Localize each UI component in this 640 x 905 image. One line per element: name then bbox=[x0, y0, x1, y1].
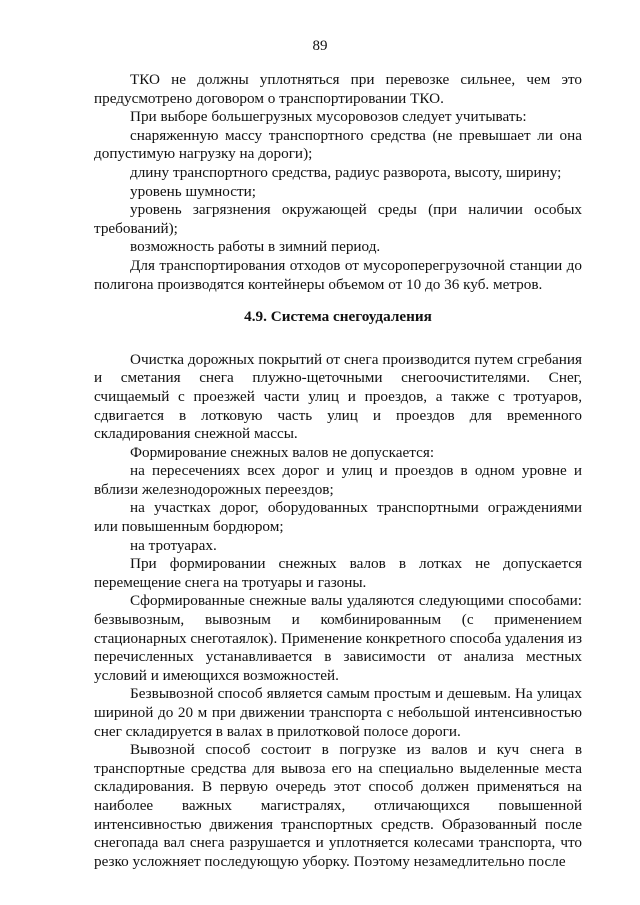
page-number: 89 bbox=[312, 38, 328, 54]
paragraph: Для транспортирования отходов от мусороперегрузочной станции до полигона производятся контейнеры объемом от 10 до 36 куб. метров. bbox=[94, 256, 582, 293]
paragraph: Очистка дорожных покрытий от снега производится путем сгребания и сметания снега плужно-щеточными снегоочистителями. Снег, счищаемый с проезжей части улиц и проездов, а также с тротуаров, сдвигается в лотковую часть улиц и проездов для временного складирования снежной массы. bbox=[94, 350, 582, 443]
paragraph: При выборе большегрузных мусоровозов следует учитывать: bbox=[130, 108, 527, 126]
list-item: на пересечениях всех дорог и улиц и проездов в одном уровне и вблизи железнодорожных переездов; bbox=[94, 462, 582, 498]
paragraph: ТКО не должны уплотняться при перевозке сильнее, чем это предусмотрено договором о транспортировании ТКО. bbox=[94, 71, 582, 107]
list-item: возможность работы в зимний период. bbox=[130, 238, 381, 256]
paragraph: Сформированные снежные валы удаляются следующими способами: безвывозным, вывозным и комбинированным (с применением стационарных снеготаялок). Применение конкретного способа удаления из перечисленных устанавливается в зависимости от анализа местных условий и имеющихся возможностей. bbox=[94, 592, 582, 684]
list-item: длину транспортного средства, радиус разворота, высоту, ширину; bbox=[130, 163, 562, 181]
list-item: на тротуарах. bbox=[130, 536, 217, 554]
paragraph: При формировании снежных валов в лотках не допускается перемещение снега на тротуары и газоны. bbox=[94, 555, 582, 591]
list-item: уровень шумности; bbox=[130, 182, 256, 200]
list-item: снаряженную массу транспортного средства (не превышает ли она допустимую нагрузку на дороги); bbox=[94, 126, 582, 163]
list-item: на участках дорог, оборудованных транспортными ограждениями или повышенным бордюром; bbox=[94, 499, 582, 536]
paragraph: Вывозной способ состоит в погрузке из валов и куч снега в транспортные средства для вывоза его на специально выделенные места складирования. В первую очередь этот способ должен применяться на наиболее важных магистралях, отличающихся повышенной интенсивностью движения транспортных средств. Образованный после снегопада вал снега разрушается и уплотняется колесами транспорта, что резко усложняет последующую уборку. Поэтому незамедлительно после bbox=[94, 741, 582, 870]
paragraph: Формирование снежных валов не допускается: bbox=[130, 443, 435, 461]
paragraph: Безвывозной способ является самым простым и дешевым. На улицах шириной до 20 м при движении транспорта с небольшой интенсивностью снег складируется в валах в прилотковой полосе дороги. bbox=[94, 685, 582, 740]
section-title: 4.9. Система снегоудаления bbox=[244, 308, 432, 326]
list-item: уровень загрязнения окружающей среды (при наличии особых требований); bbox=[94, 201, 582, 237]
page-content bbox=[94, 71, 582, 871]
